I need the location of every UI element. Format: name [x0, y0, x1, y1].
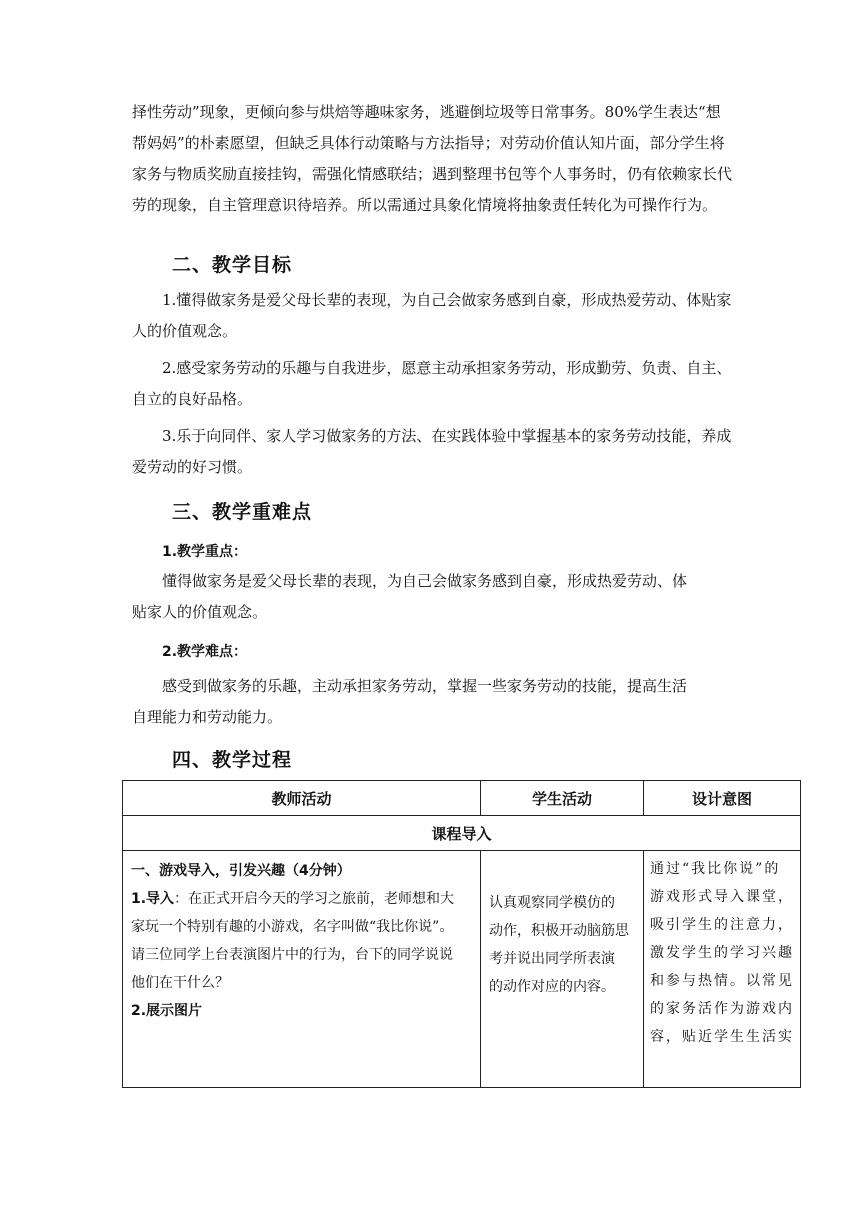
design-intent-cell — [644, 851, 801, 1088]
text-line: 3.乐于向同伴、家人学习做家务的方法、在实践体验中掌握基本的家务劳动技能，养成 — [162, 427, 732, 445]
teacher-activity-cell — [123, 851, 481, 1088]
text-line: 动作，积极开动脑筋思 — [489, 923, 629, 939]
text-line: 自立的良好品格。 — [132, 390, 253, 408]
text-line: 2.感受家务劳动的乐趣与自我进步，愿意主动承担家务劳动，形成勤劳、负责、自主、 — [162, 359, 732, 377]
goal-item — [132, 285, 732, 347]
text-line: 认真观察同学模仿的 — [489, 895, 615, 911]
text-line: 劳的现象，自主管理意识待培养。所以需通过具象化情境将抽象责任转化为可操作行为。 — [132, 196, 718, 214]
difficult-point-text — [132, 671, 732, 733]
text-line: 吸引学生的注意力， — [650, 917, 794, 933]
step-label: 1.导入 — [131, 891, 175, 907]
column-header-intent: 设计意图 — [644, 781, 801, 816]
text-fragment: ：在正式开启今天的学习之旅前，老师想和大 — [174, 891, 455, 907]
text-line: 通过“我比你说”的 — [650, 861, 781, 877]
text-line — [131, 885, 472, 913]
teaching-process-table — [122, 780, 801, 1088]
text-line: 游戏形式导入课堂， — [650, 889, 794, 905]
section-heading-process: 四、教学过程 — [172, 749, 293, 771]
section-heading-key-points: 三、教学重难点 — [172, 501, 313, 523]
difficult-point-label: 2.教学难点： — [162, 644, 248, 660]
text-line: 爱劳动的好习惯。 — [132, 458, 253, 476]
text-line: 人的价值观念。 — [132, 322, 238, 340]
column-header-student: 学生活动 — [481, 781, 644, 816]
text-line: 的动作对应的内容。 — [489, 979, 615, 995]
goal-item — [132, 421, 732, 483]
text-line: 自理能力和劳动能力。 — [132, 708, 283, 726]
text-line: 帮妈妈”的朴素愿望，但缺乏具体行动策略与方法指导；对劳动价值认知片面，部分学生将 — [132, 134, 725, 152]
text-line: 家务与物质奖励直接挂钩，需强化情感联结；遇到整理书包等个人事务时，仍有依赖家长代 — [132, 165, 733, 183]
text-line: 容，贴近学生生活实 — [650, 1029, 794, 1045]
text-line: 激发学生的学习兴趣 — [650, 945, 794, 961]
text-line: 家玩一个特别有趣的小游戏，名字叫做“我比你说”。 — [131, 919, 454, 935]
column-header-teacher: 教师活动 — [123, 781, 481, 816]
text-line: 贴家人的价值观念。 — [132, 603, 268, 621]
text-line: 感受到做家务的乐趣，主动承担家务劳动，掌握一些家务劳动的技能，提高生活 — [162, 677, 688, 695]
stage-row-intro: 课程导入 — [123, 816, 801, 851]
text-line: 1.懂得做家务是爱父母长辈的表现，为自己会做家务感到自豪，形成热爱劳动、体贴家 — [162, 291, 732, 309]
text-line: 考并说出同学所表演 — [489, 951, 615, 967]
key-point-text — [132, 566, 732, 628]
goal-item — [132, 353, 732, 415]
text-line: 和参与热情。以常见 — [650, 973, 794, 989]
text-line: 他们在干什么？ — [131, 975, 229, 991]
step-label: 2.展示图片 — [131, 1003, 203, 1019]
text-line: 懂得做家务是爱父母长辈的表现，为自己会做家务感到自豪，形成热爱劳动、体 — [162, 572, 688, 590]
text-line: 的家务活作为游戏内 — [650, 1001, 794, 1017]
key-point-label: 1.教学重点： — [162, 544, 248, 560]
teacher-activity-title: 一、游戏导入，引发兴趣（4分钟） — [131, 863, 351, 879]
intro-paragraph — [132, 97, 732, 221]
section-heading-goals: 二、教学目标 — [172, 254, 293, 276]
student-activity-cell — [481, 851, 644, 1088]
text-line: 择性劳动”现象，更倾向参与烘焙等趣味家务，逃避倒垃圾等日常事务。80%学生表达“想 — [132, 103, 721, 121]
text-line: 请三位同学上台表演图片中的行为，台下的同学说说 — [131, 947, 453, 963]
